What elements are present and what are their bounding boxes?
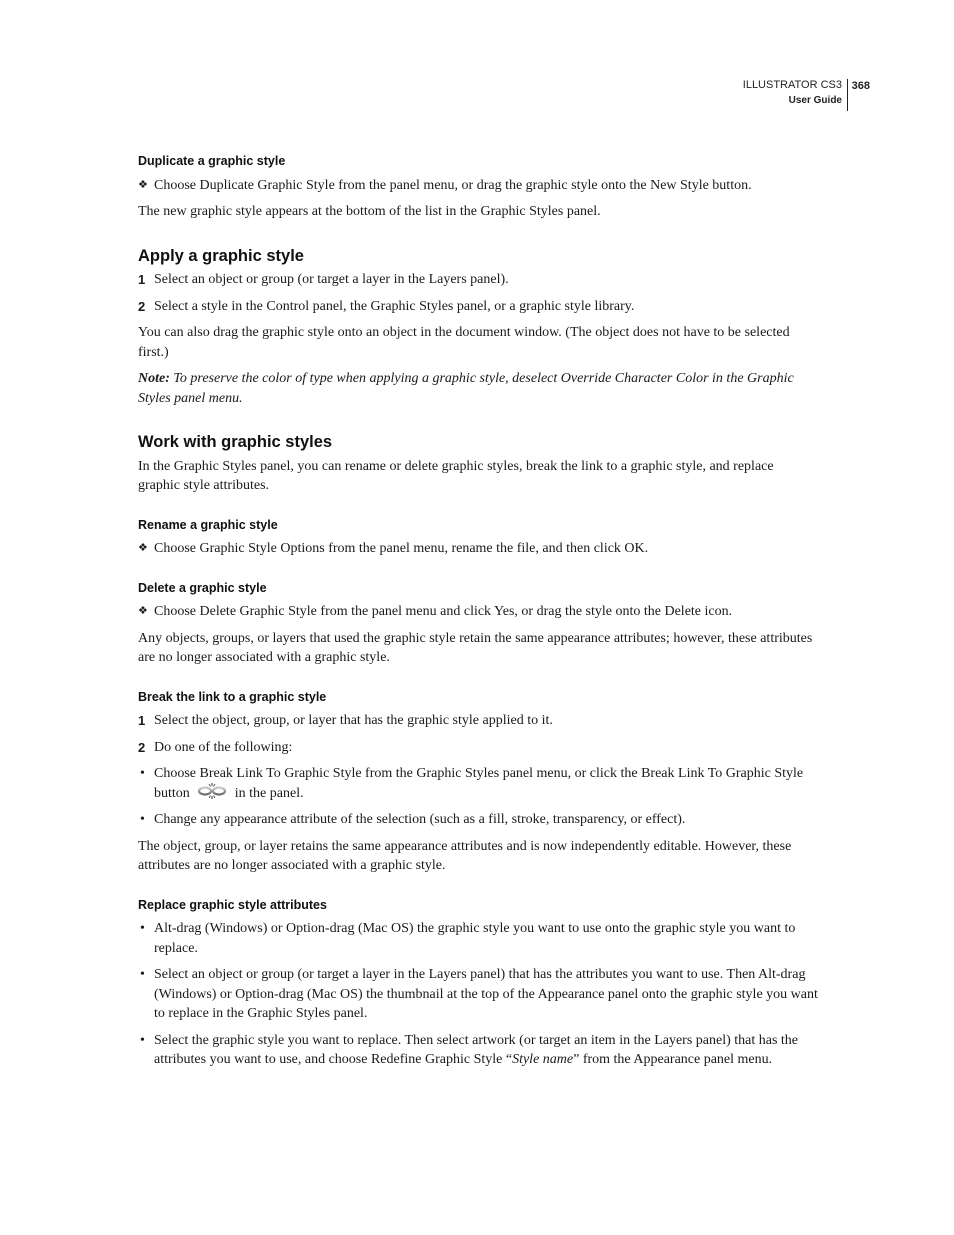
numbered-step: [138, 297, 818, 317]
list-text: ” from the Appearance panel menu.: [573, 1052, 773, 1067]
note: [138, 369, 818, 408]
step-text: Select the object, group, or layer that has the graphic style applied to it.: [154, 713, 553, 728]
numbered-step: [138, 738, 818, 758]
list-text: Select an object or group (or target a layer in the Layers panel) that has the attributes you want to use. Then Alt-drag (Windows) or Option-drag (Mac OS) the thumbnail at the top of the Appearance panel onto the graphic style you want to replace in the Graphic Styles panel.: [154, 967, 818, 1021]
bullet-icon: •: [140, 812, 145, 827]
step-number: 1: [138, 713, 146, 728]
step-number: 2: [138, 739, 146, 755]
step-marker-icon: ❖: [138, 178, 148, 191]
product-name: ILLUSTRATOR CS3: [742, 79, 842, 91]
heading-break-link: Break the link to a graphic style: [138, 689, 327, 704]
step-text: Choose Delete Graphic Style from the panel menu and click Yes, or drag the style onto the Delete icon.: [154, 604, 733, 619]
heading-delete: Delete a graphic style: [138, 580, 267, 595]
list-item: [138, 764, 818, 803]
step-text: Select an object or group (or target a layer in the Layers panel).: [154, 272, 509, 287]
page-content: [138, 152, 818, 1077]
note-text: To preserve the color of type when applying a graphic style, deselect Override Character Color in the Graphic Styles panel menu.: [138, 371, 794, 406]
list-item: [138, 919, 818, 958]
step-text: Do one of the following:: [154, 739, 293, 755]
step-delete: [138, 602, 818, 622]
heading-apply: Apply a graphic style: [138, 246, 304, 265]
heading-work-with: Work with graphic styles: [138, 433, 333, 451]
paragraph: You can also drag the graphic style onto an object in the document window. (The object does not have to be selected first.): [138, 325, 790, 360]
list-text: Choose Break Link To Graphic Style from the Graphic Styles panel menu, or click the Break Link To Graphic Style button: [154, 766, 804, 801]
bullet-icon: •: [140, 1032, 145, 1048]
step-rename: [138, 539, 818, 559]
step-duplicate: [138, 176, 818, 196]
list-item: [138, 965, 818, 1024]
step-number: 2: [138, 298, 146, 314]
header-divider: [847, 79, 848, 111]
list-text: Select the graphic style you want to replace. Then select artwork (or target an item in the Layers panel) that has the attributes you want to use, and choose Redefine Graphic Style “: [154, 1032, 799, 1067]
step-text: Choose Duplicate Graphic Style from the panel menu, or drag the graphic style onto the New Style button.: [154, 177, 752, 193]
paragraph: In the Graphic Styles panel, you can rename or delete graphic styles, break the link to a graphic style, and replace graphic style attributes.: [138, 458, 774, 493]
list-text: Alt-drag (Windows) or Option-drag (Mac OS) the graphic style you want to use onto the graphic style you want to replace.: [154, 921, 796, 956]
step-text: Select a style in the Control panel, the Graphic Styles panel, or a graphic style library.: [154, 298, 635, 314]
list-item: [138, 810, 818, 830]
paragraph: The new graphic style appears at the bottom of the list in the Graphic Styles panel.: [138, 204, 601, 219]
bullet-icon: •: [140, 967, 145, 982]
paragraph: The object, group, or layer retains the same appearance attributes and is now independently editable. However, these attributes are no longer associated with a graphic style.: [138, 838, 792, 873]
break-link-icon: [197, 782, 227, 800]
step-number: 1: [138, 272, 146, 287]
list-item: [138, 1031, 818, 1070]
page-number: 368: [851, 80, 870, 92]
guide-name: User Guide: [788, 95, 842, 106]
bullet-icon: •: [140, 921, 145, 936]
numbered-step: [138, 711, 818, 731]
style-name-placeholder: Style name: [512, 1052, 574, 1067]
note-lead: Note:: [138, 371, 170, 386]
numbered-step: [138, 270, 818, 290]
list-text: in the panel.: [234, 785, 304, 801]
paragraph: Any objects, groups, or layers that used the graphic style retain the same appearance attributes; however, these attributes are no longer associated with a graphic style.: [138, 630, 813, 665]
step-text: Choose Graphic Style Options from the panel menu, rename the file, and then click OK.: [154, 541, 649, 556]
step-marker-icon: ❖: [138, 542, 148, 554]
heading-rename: Rename a graphic style: [138, 517, 278, 532]
heading-replace: Replace graphic style attributes: [138, 897, 327, 912]
heading-duplicate: Duplicate a graphic style: [138, 154, 286, 168]
bullet-icon: •: [140, 766, 145, 781]
step-marker-icon: ❖: [138, 605, 148, 617]
list-text: Change any appearance attribute of the selection (such as a fill, stroke, transparency, or effect).: [154, 812, 686, 827]
